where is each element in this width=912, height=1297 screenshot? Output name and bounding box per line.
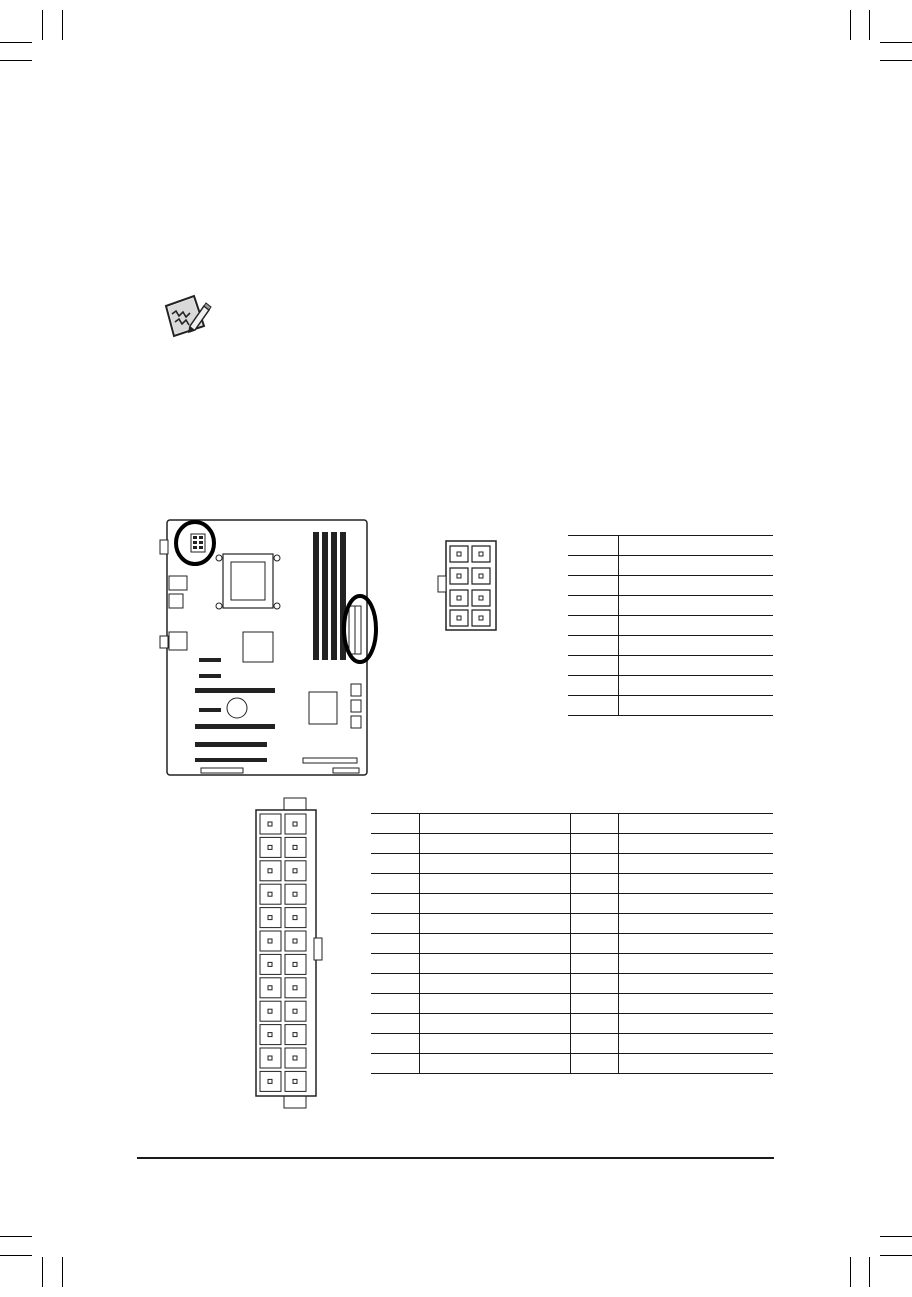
pin24-cell	[570, 894, 618, 914]
pin-contact	[268, 962, 272, 966]
pin8-cell	[618, 536, 773, 556]
pin24-cell	[618, 934, 773, 954]
pin24-cell	[618, 954, 773, 974]
pin8-row	[568, 576, 773, 596]
pin8-cell	[618, 696, 773, 716]
pin-contact	[293, 892, 297, 896]
pin-contact	[293, 1009, 297, 1013]
pin8-cell	[568, 656, 618, 676]
pin24-cell	[419, 854, 570, 874]
pin-contact	[268, 869, 272, 873]
crop-mark-br-v2	[869, 1257, 870, 1287]
pin-contact	[268, 892, 272, 896]
pin8-cell	[568, 616, 618, 636]
pin24-cell	[570, 974, 618, 994]
pin-contact	[293, 916, 297, 920]
pin24-cell	[570, 874, 618, 894]
pin8-cell	[568, 536, 618, 556]
pin24-cell	[419, 834, 570, 854]
pin24-row	[371, 1054, 773, 1074]
pin-contact	[268, 939, 272, 943]
connector-8pin-icon	[436, 540, 498, 632]
pin8-cell	[618, 656, 773, 676]
crop-mark-br-h2	[880, 1255, 912, 1256]
pin24-row	[371, 1014, 773, 1034]
crop-mark-tr-v	[850, 10, 851, 40]
motherboard-layout-icon	[155, 512, 387, 780]
pin24-cell	[570, 914, 618, 934]
pin-contact	[293, 822, 297, 826]
pin24-row	[371, 974, 773, 994]
crop-mark-tr-h2	[880, 60, 912, 61]
pin8-row	[568, 656, 773, 676]
crop-mark-bl-h	[0, 1236, 32, 1237]
pin8-cell	[618, 556, 773, 576]
pin24-cell	[371, 994, 419, 1014]
pin24-cell	[618, 1014, 773, 1034]
crop-mark-bl-v2	[62, 1257, 63, 1287]
pin24-cell	[371, 1054, 419, 1074]
pin24-cell	[419, 874, 570, 894]
pin24-cell	[618, 974, 773, 994]
pin8-row	[568, 636, 773, 656]
pin24-cell	[419, 894, 570, 914]
pin-contact	[293, 962, 297, 966]
pin24-cell	[371, 974, 419, 994]
pin-contact	[268, 822, 272, 826]
pin24-cell	[371, 1014, 419, 1034]
pin24-cell	[618, 854, 773, 874]
pin-contact	[268, 1056, 272, 1060]
pin24-cell	[570, 834, 618, 854]
pin24-row	[371, 874, 773, 894]
pin8-cell	[568, 676, 618, 696]
crop-mark-bl-h2	[0, 1255, 32, 1256]
crop-mark-tl-v	[42, 10, 43, 40]
pin8-cell	[568, 636, 618, 656]
crop-mark-bl-v	[42, 1257, 43, 1287]
connector-24pin-icon	[252, 796, 326, 1112]
pin24-row	[371, 954, 773, 974]
pin-table-24pin	[371, 813, 773, 1074]
pin24-cell	[419, 974, 570, 994]
pin24-cell	[419, 954, 570, 974]
pin8-cell	[618, 676, 773, 696]
pin24-cell	[618, 994, 773, 1014]
pin24-cell	[419, 934, 570, 954]
pin-contact	[268, 1009, 272, 1013]
crop-mark-tl-h2	[0, 60, 32, 61]
pin24-cell	[570, 1054, 618, 1074]
pin24-cell	[570, 814, 618, 834]
pin8-cell	[568, 696, 618, 716]
pin24-cell	[371, 1034, 419, 1054]
pin24-row	[371, 914, 773, 934]
pin-table-8pin	[568, 535, 773, 716]
crop-mark-tl-h	[0, 42, 32, 43]
pin24-cell	[618, 834, 773, 854]
pin-contact	[293, 845, 297, 849]
pin8-cell	[618, 616, 773, 636]
pin-contact	[268, 986, 272, 990]
pin24-cell	[371, 914, 419, 934]
pin24-cell	[618, 894, 773, 914]
pin24-cell	[618, 874, 773, 894]
pin24-cell	[371, 814, 419, 834]
pin-contact	[293, 1033, 297, 1037]
pin24-cell	[618, 814, 773, 834]
pin24-row	[371, 834, 773, 854]
crop-mark-br-v	[850, 1257, 851, 1287]
pin-contact	[268, 1033, 272, 1037]
pin8-row	[568, 696, 773, 716]
pin24-cell	[371, 954, 419, 974]
pin8-cell	[618, 636, 773, 656]
pin24-cell	[570, 1034, 618, 1054]
pin24-cell	[570, 854, 618, 874]
crop-mark-tr-h	[880, 42, 912, 43]
pin24-cell	[570, 994, 618, 1014]
pin8-header-row	[568, 536, 773, 556]
pin24-cell	[371, 834, 419, 854]
pin8-cell	[568, 596, 618, 616]
pin8-cell	[568, 556, 618, 576]
pin-contact	[293, 1079, 297, 1083]
pin24-cell	[419, 1054, 570, 1074]
pin24-cell	[371, 894, 419, 914]
pin24-cell	[618, 914, 773, 934]
pin8-cell	[618, 576, 773, 596]
pin-contact	[293, 939, 297, 943]
pin-contact	[268, 1079, 272, 1083]
pin24-cell	[419, 814, 570, 834]
pin24-cell	[419, 994, 570, 1014]
pin24-row	[371, 894, 773, 914]
pin24-cell	[570, 1014, 618, 1034]
pin24-cell	[618, 1034, 773, 1054]
pin8-row	[568, 596, 773, 616]
pencil-note-icon	[160, 292, 212, 344]
crop-mark-tr-v2	[869, 10, 870, 40]
pin24-row	[371, 1034, 773, 1054]
pin-contact	[293, 869, 297, 873]
pin8-row	[568, 676, 773, 696]
pin24-cell	[371, 934, 419, 954]
pin8-cell	[618, 596, 773, 616]
pin-contact	[268, 845, 272, 849]
pin24-row	[371, 854, 773, 874]
pin8-cell	[568, 576, 618, 596]
pin-contact	[293, 986, 297, 990]
pin24-row	[371, 934, 773, 954]
pin24-cell	[570, 954, 618, 974]
crop-mark-tl-v2	[62, 10, 63, 40]
footer-rule	[137, 1157, 774, 1159]
crop-mark-br-h	[880, 1236, 912, 1237]
pin24-row	[371, 994, 773, 1014]
pin24-cell	[419, 1014, 570, 1034]
pin-contact	[268, 916, 272, 920]
pin24-cell	[371, 874, 419, 894]
pin24-cell	[419, 914, 570, 934]
pin8-row	[568, 556, 773, 576]
pin24-cell	[570, 934, 618, 954]
pin24-cell	[419, 1034, 570, 1054]
pin24-cell	[618, 1054, 773, 1074]
pin-contact	[293, 1056, 297, 1060]
pin24-cell	[371, 854, 419, 874]
pin8-row	[568, 616, 773, 636]
pin24-header-row	[371, 814, 773, 834]
